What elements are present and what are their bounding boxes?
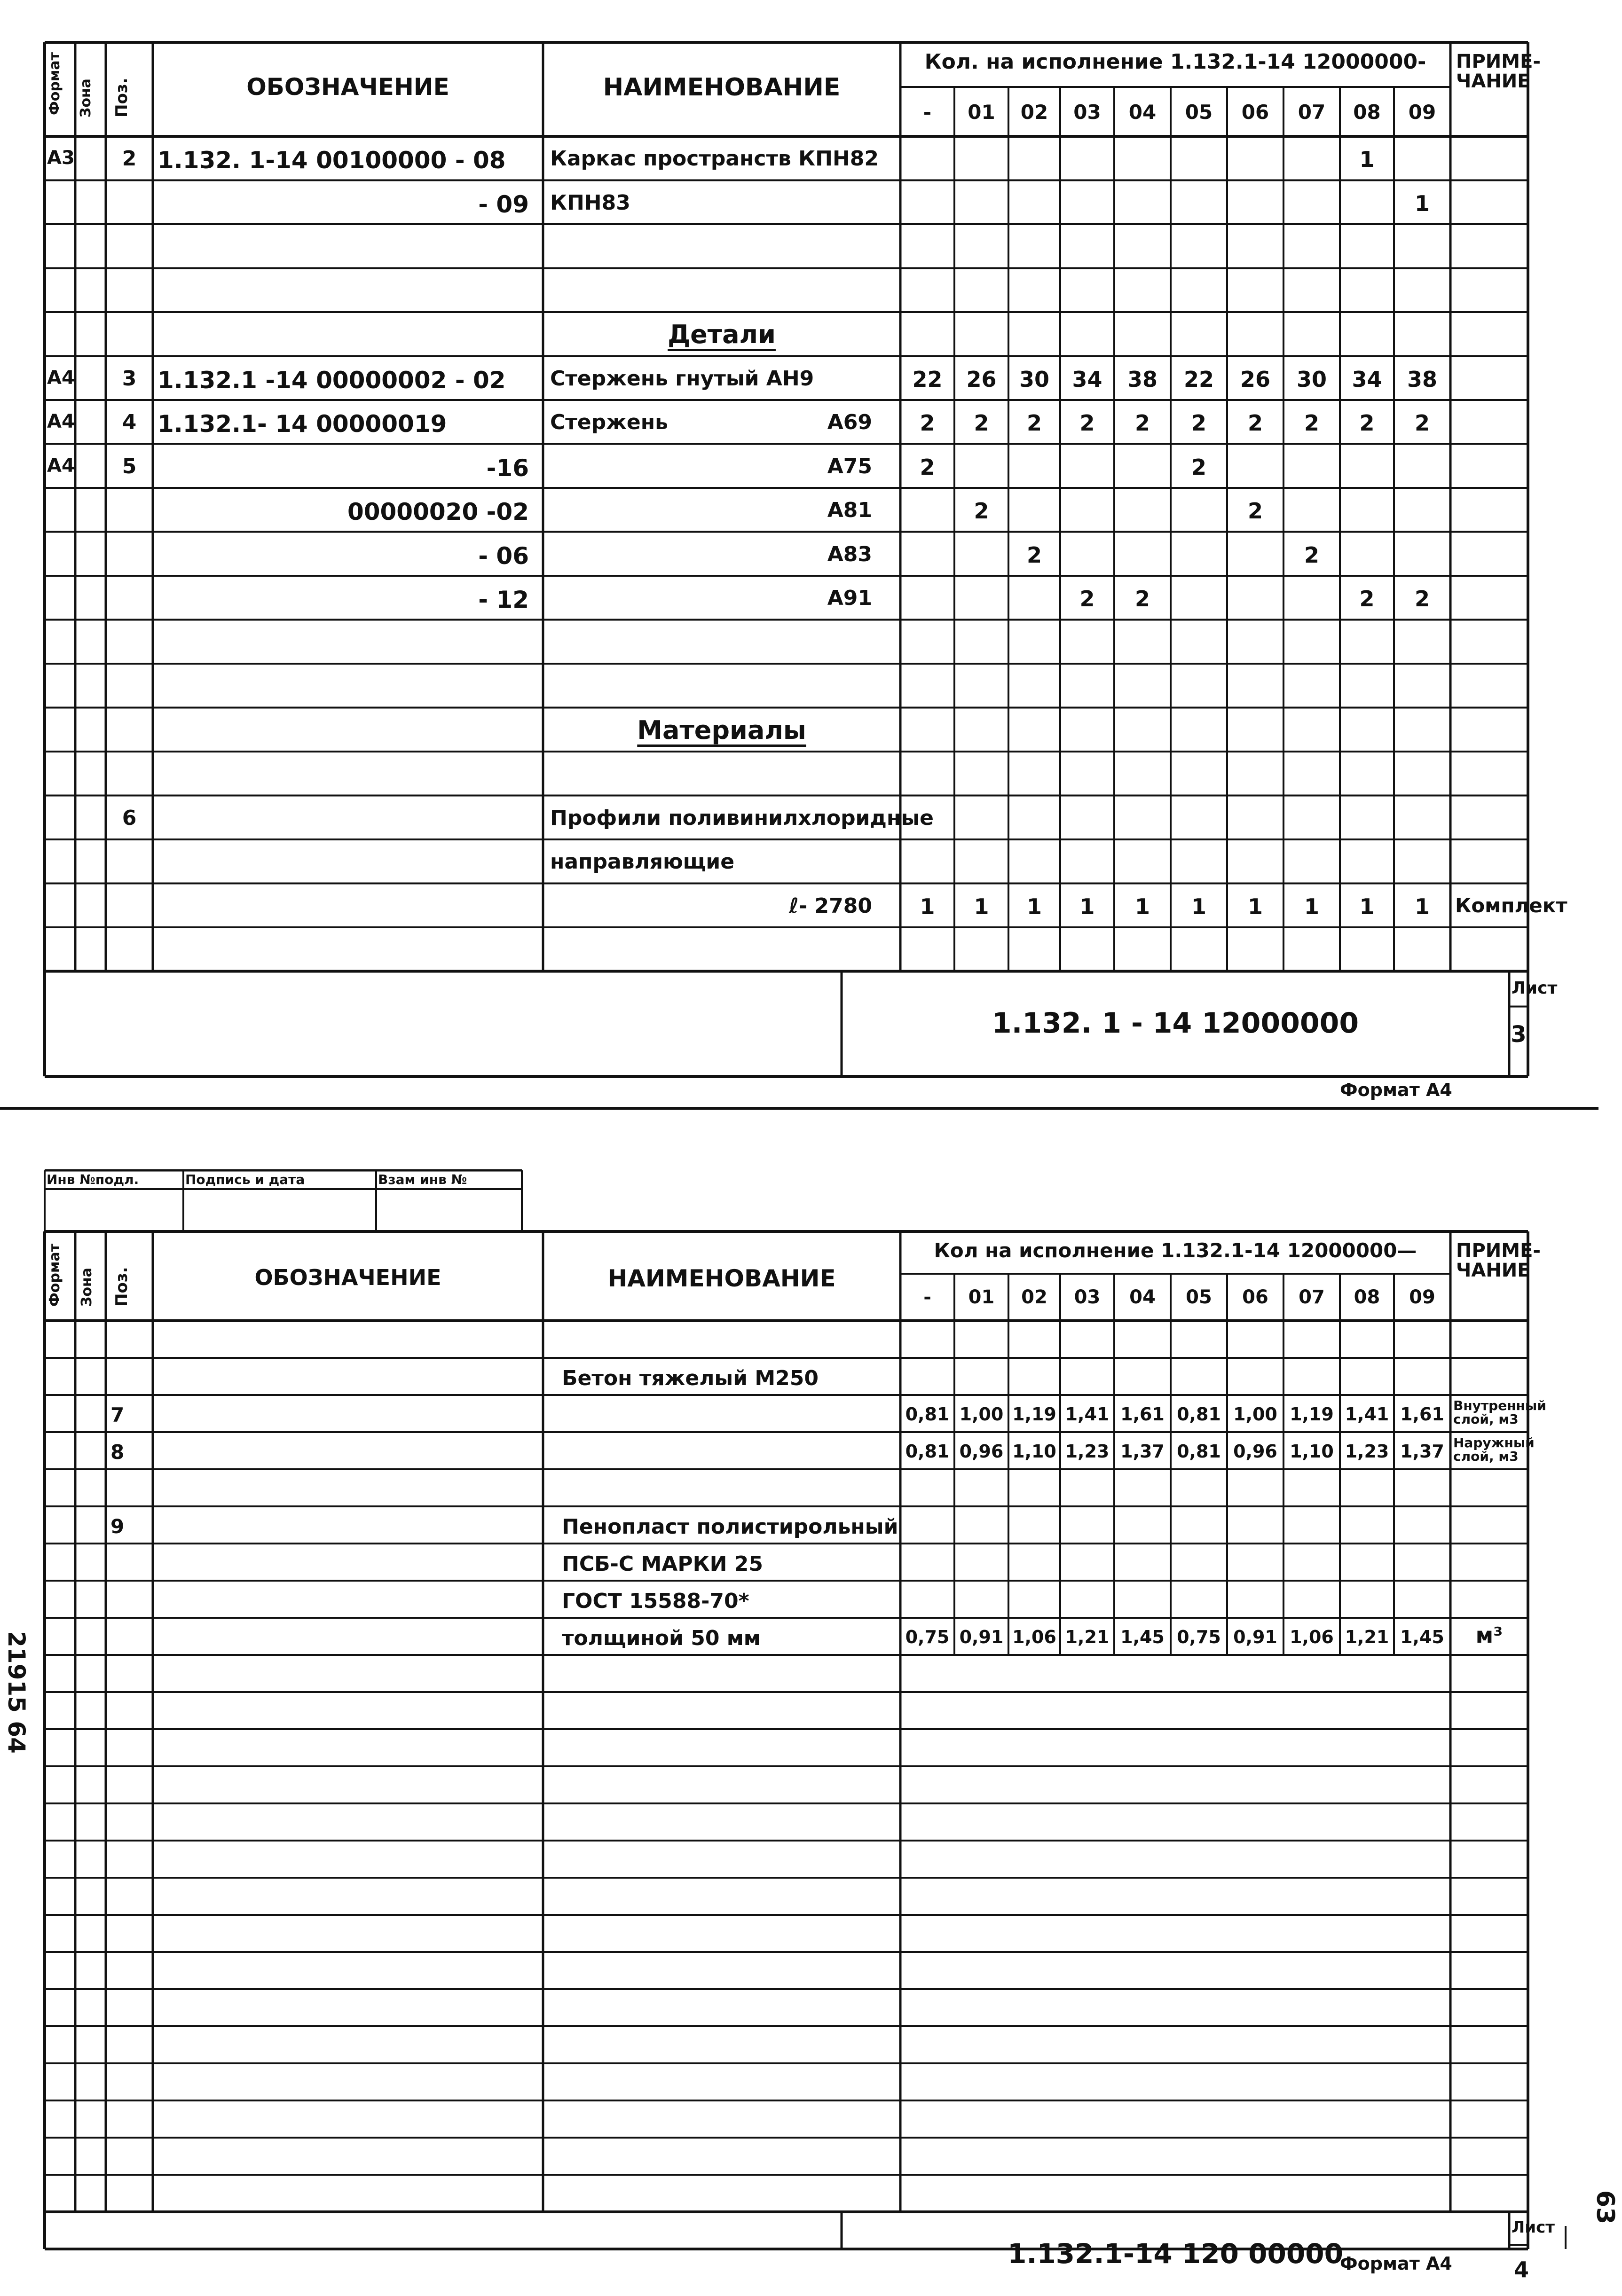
row-qty: 2	[920, 410, 935, 436]
row-format: А4	[47, 411, 75, 432]
row-qty: 1,21	[1065, 1627, 1110, 1647]
row-qty: 1,45	[1400, 1627, 1444, 1647]
row-qty: 2	[1247, 410, 1263, 436]
row-qty: 1,06	[1290, 1627, 1334, 1647]
inv-header: Подпись и дата	[185, 1172, 305, 1187]
row-qty: 30	[1296, 366, 1327, 392]
header-variant: 01	[968, 101, 995, 124]
row-name-mark: А75	[827, 454, 872, 478]
row-qty: 1	[1191, 893, 1206, 919]
row-designation: 1.132. 1-14 00100000 - 08	[157, 147, 506, 174]
row-qty: 2	[1359, 410, 1375, 436]
header-variant: 08	[1354, 1286, 1380, 1308]
header-designation: ОБОЗНАЧЕНИЕ	[246, 73, 449, 101]
row-qty: 1	[1414, 190, 1430, 216]
header-variant: 04	[1128, 101, 1157, 124]
header-format: Формат	[47, 52, 63, 115]
header-variant: 06	[1242, 1286, 1268, 1308]
row-qty: 38	[1127, 366, 1157, 392]
row-pos: 6	[122, 806, 137, 830]
row-name: Стержень гнутый АН9	[550, 366, 814, 391]
row-note: Комплект	[1455, 893, 1567, 917]
row-qty: 2	[1079, 586, 1095, 611]
row-designation: 1.132.1 -14 00000002 - 02	[157, 366, 506, 394]
row-qty: 2	[1414, 410, 1430, 436]
header-name: НАИМЕНОВАНИЕ	[603, 73, 841, 102]
row-name-mark: А83	[827, 542, 872, 566]
row-qty: 1,41	[1345, 1404, 1389, 1425]
row-qty: 0,96	[959, 1441, 1004, 1462]
header-pos: Поз.	[112, 78, 131, 118]
stamp-code: 1.132. 1 - 14 12000000	[992, 1006, 1359, 1040]
row-pos: 5	[122, 454, 137, 478]
row-qty: 0,75	[905, 1627, 950, 1647]
row-qty: 1,61	[1400, 1404, 1444, 1425]
sheet-4-grid	[0, 1152, 1622, 2296]
row-name: направляющие	[550, 850, 735, 874]
row-qty: 26	[1240, 366, 1270, 392]
row-qty: 34	[1072, 366, 1102, 392]
row-format: А4	[47, 367, 75, 389]
row-name: Бетон тяжелый М250	[562, 1366, 819, 1390]
row-designation: - 12	[478, 586, 529, 613]
header-variant: 04	[1129, 1286, 1156, 1308]
row-pos: 7	[110, 1403, 125, 1426]
row-qty: 0,81	[1177, 1441, 1221, 1462]
row-designation: 1.132.1- 14 00000019	[157, 410, 447, 438]
side-archive-number: 21915 64	[3, 1631, 30, 1754]
row-name: Пенопласт полистирольный	[562, 1515, 898, 1539]
header-variant: 09	[1408, 101, 1436, 124]
page-number: 63	[1591, 2190, 1619, 2225]
header-variant: 09	[1409, 1286, 1435, 1308]
row-pos: 4	[122, 410, 137, 434]
row-name-mark: А91	[827, 586, 872, 610]
row-name-mark: А81	[827, 498, 872, 522]
row-designation: - 06	[478, 542, 529, 570]
row-name: КПН83	[550, 190, 630, 215]
header-variant: 03	[1073, 101, 1101, 124]
row-qty: 1	[1359, 893, 1375, 919]
row-qty: 1	[1414, 893, 1430, 919]
row-qty: 1	[974, 893, 989, 919]
row-qty: 1,41	[1065, 1404, 1110, 1425]
row-designation: -16	[486, 454, 529, 482]
header-note: ПРИМЕ- ЧАНИЕ	[1456, 1240, 1541, 1281]
header-variant: 05	[1186, 1286, 1212, 1308]
header-variant: 06	[1241, 101, 1269, 124]
section-title: Детали	[668, 320, 776, 349]
row-qty: 0,75	[1177, 1627, 1221, 1647]
row-qty: 1,21	[1345, 1627, 1389, 1647]
header-variant: -	[923, 1286, 931, 1308]
row-qty: 2	[1026, 542, 1042, 568]
row-name: ПСБ-С МАРКИ 25	[562, 1552, 763, 1576]
row-qty: 22	[912, 366, 943, 392]
row-qty: 1,00	[1233, 1404, 1277, 1425]
row-note: м³	[1475, 1622, 1503, 1648]
row-qty: 2	[920, 454, 935, 480]
row-format: А4	[47, 454, 75, 477]
row-qty: 1	[1247, 893, 1263, 919]
row-note: Наружный слой, м3	[1453, 1435, 1535, 1465]
row-note: Внутренный слой, м3	[1453, 1398, 1546, 1427]
row-qty: 1,19	[1012, 1404, 1056, 1425]
row-qty: 1,37	[1120, 1441, 1165, 1462]
header-variant: 02	[1020, 101, 1048, 124]
stamp-sheet-number: 4	[1514, 2257, 1529, 2282]
header-note: ПРИМЕ- ЧАНИЕ	[1456, 51, 1541, 92]
row-qty: 1,45	[1120, 1627, 1165, 1647]
row-qty: 1	[1134, 893, 1150, 919]
header-variant: 03	[1074, 1286, 1101, 1308]
row-qty: 0,91	[959, 1627, 1004, 1647]
header-zone: Зона	[78, 78, 94, 118]
row-qty: 2	[1134, 410, 1150, 436]
inv-header: Взам инв №	[378, 1172, 467, 1187]
row-qty: 26	[966, 366, 997, 392]
header-variant: -	[923, 101, 932, 124]
stamp-sheet-label: Лист	[1512, 978, 1558, 998]
row-qty: 2	[1414, 586, 1430, 611]
row-qty: 2	[1359, 586, 1375, 611]
format-label: Формат А4	[1340, 2253, 1452, 2274]
header-pos: Поз.	[112, 1267, 131, 1307]
row-qty: 2	[974, 410, 989, 436]
sheet-separator	[0, 1107, 1598, 1110]
header-qty-title: Кол на исполнение 1.132.1-14 12000000—	[934, 1239, 1417, 1262]
row-qty: 1,00	[959, 1404, 1004, 1425]
row-pos: 8	[110, 1441, 125, 1464]
header-format: Формат	[47, 1244, 63, 1307]
row-pos: 3	[122, 366, 137, 391]
row-designation: - 09	[478, 190, 529, 218]
row-qty: 0,81	[905, 1441, 950, 1462]
header-variant: 07	[1299, 1286, 1325, 1308]
header-variant: 02	[1021, 1286, 1047, 1308]
row-qty: 0,96	[1233, 1441, 1277, 1462]
row-pos: 2	[122, 147, 137, 171]
stamp-code: 1.132.1-14 120 00000	[1008, 2238, 1343, 2270]
row-qty: 1,10	[1290, 1441, 1334, 1462]
row-qty: 0,81	[1177, 1404, 1221, 1425]
row-qty: 1	[1304, 893, 1319, 919]
row-qty: 1,61	[1120, 1404, 1165, 1425]
row-name: Каркас пространств КПН82	[550, 147, 879, 171]
row-name: Профили поливинилхлоридные	[550, 806, 934, 830]
row-qty: 2	[1026, 410, 1042, 436]
row-qty: 2	[1304, 542, 1319, 568]
row-qty: 2	[1134, 586, 1150, 611]
row-qty: 1,06	[1012, 1627, 1056, 1647]
row-qty: 1,23	[1345, 1441, 1389, 1462]
row-qty: 2	[1191, 410, 1206, 436]
row-name-mark: ℓ- 2780	[789, 893, 872, 918]
header-variant: 07	[1298, 101, 1326, 124]
row-designation: 00000020 -02	[347, 498, 529, 525]
header-designation: ОБОЗНАЧЕНИЕ	[254, 1265, 441, 1290]
row-qty: 0,81	[905, 1404, 950, 1425]
row-qty: 1	[1359, 147, 1375, 172]
row-name: Стержень	[550, 410, 668, 434]
section-title: Материалы	[637, 715, 806, 745]
row-qty: 1,23	[1065, 1441, 1110, 1462]
row-name: толщиной 50 мм	[562, 1626, 761, 1650]
row-qty: 2	[1247, 498, 1263, 524]
row-qty: 1	[920, 893, 935, 919]
row-qty: 2	[974, 498, 989, 524]
stamp-sheet-number: 3	[1511, 1021, 1527, 1048]
header-variant: 08	[1353, 101, 1381, 124]
row-pos: 9	[110, 1515, 125, 1538]
row-qty: 2	[1191, 454, 1206, 480]
row-qty: 1,10	[1012, 1441, 1056, 1462]
row-qty: 2	[1304, 410, 1319, 436]
header-name: НАИМЕНОВАНИЕ	[607, 1265, 836, 1292]
row-qty: 2	[1079, 410, 1095, 436]
header-zone: Зона	[79, 1268, 95, 1307]
row-qty: 0,91	[1233, 1627, 1277, 1647]
inv-header: Инв №подл.	[47, 1172, 139, 1187]
stamp-sheet-label: Лист	[1512, 2218, 1555, 2237]
row-name-mark: А69	[827, 410, 872, 434]
row-qty: 1,19	[1290, 1404, 1334, 1425]
row-qty: 1	[1026, 893, 1042, 919]
row-qty: 34	[1352, 366, 1382, 392]
header-qty-title: Кол. на исполнение 1.132.1-14 12000000-	[924, 50, 1426, 74]
row-qty: 1	[1079, 893, 1095, 919]
row-qty: 1,37	[1400, 1441, 1444, 1462]
row-qty: 22	[1183, 366, 1214, 392]
header-variant: 01	[968, 1286, 995, 1308]
row-format: А3	[47, 147, 75, 169]
row-qty: 30	[1019, 366, 1049, 392]
row-name: ГОСТ 15588-70*	[562, 1589, 749, 1613]
format-label: Формат А4	[1340, 1080, 1452, 1100]
row-qty: 38	[1407, 366, 1437, 392]
header-variant: 05	[1185, 101, 1213, 124]
